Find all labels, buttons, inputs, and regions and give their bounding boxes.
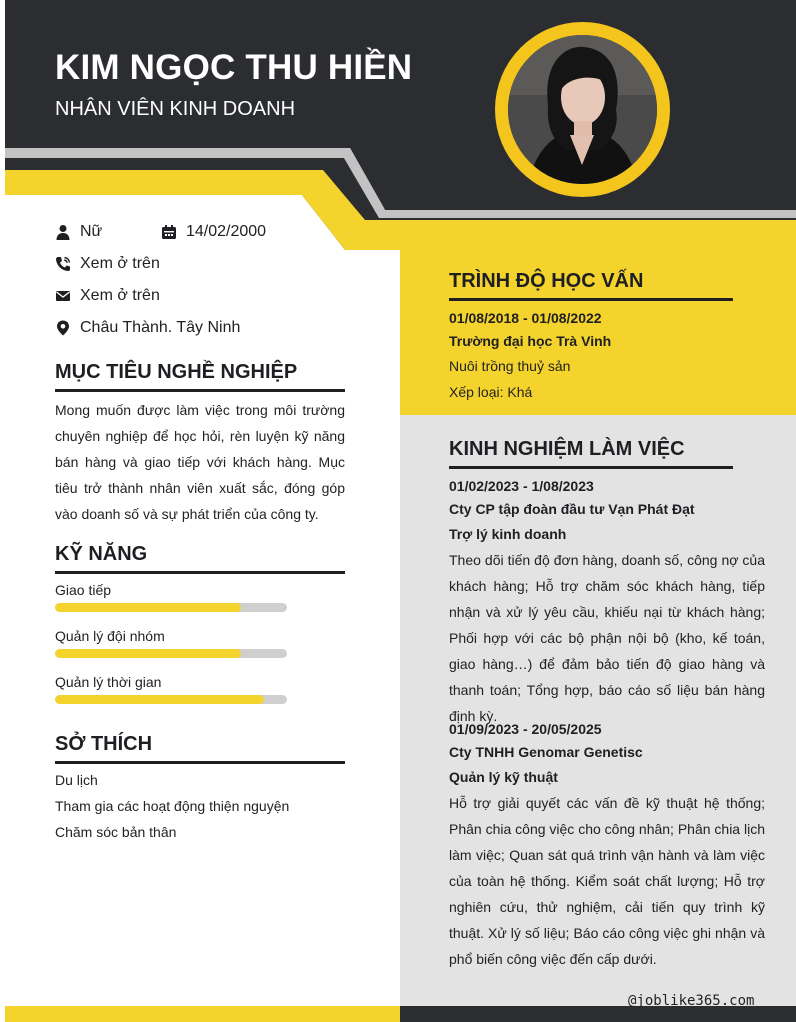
hobbies-divider bbox=[55, 761, 345, 764]
experience-divider bbox=[449, 466, 733, 469]
hobby-item: Tham gia các hoạt động thiện nguyện bbox=[55, 798, 290, 814]
education-divider bbox=[449, 298, 733, 301]
hobbies-heading: SỞ THÍCH bbox=[55, 733, 153, 755]
objective-heading: MỤC TIÊU NGHỀ NGHIỆP bbox=[55, 361, 298, 383]
education-heading: TRÌNH ĐỘ HỌC VẤN bbox=[449, 270, 644, 292]
skills-divider bbox=[55, 571, 345, 574]
education-rank: Xếp loại: Khá bbox=[449, 384, 533, 400]
location-pin-icon bbox=[55, 320, 71, 336]
gender-value: Nữ bbox=[80, 223, 103, 240]
candidate-job-title: NHÂN VIÊN KINH DOANH bbox=[55, 98, 296, 120]
skill-bar bbox=[55, 603, 287, 612]
avatar-photo bbox=[508, 35, 657, 184]
hobby-item: Du lịch bbox=[55, 772, 98, 788]
hobby-item: Chăm sóc bản thân bbox=[55, 824, 177, 840]
job-role: Quản lý kỹ thuật bbox=[449, 769, 558, 785]
gender-row bbox=[55, 223, 102, 241]
experience-heading: KINH NGHIỆM LÀM VIỆC bbox=[449, 438, 685, 460]
address-value: Châu Thành. Tây Ninh bbox=[80, 319, 241, 336]
skill-name: Quản lý thời gian bbox=[55, 674, 162, 690]
job-company: Cty TNHH Genomar Genetisc bbox=[449, 744, 643, 760]
education-school: Trường đại học Trà Vinh bbox=[449, 333, 612, 349]
objective-text: Mong muốn được làm việc trong môi trường chuyên nghiệp để học hỏi, rèn luyện kỹ năng bán hàng và giao tiếp với khách hàng. Mục tiêu trở thành nhân viên xuất sắc, đóng góp vào doanh số và sự phát triển của công ty. bbox=[55, 402, 345, 522]
phone-icon bbox=[55, 256, 71, 272]
birthday-value: 14/02/2000 bbox=[186, 223, 267, 240]
email-row bbox=[55, 287, 160, 305]
birthday-row bbox=[161, 223, 266, 241]
objective-divider bbox=[55, 389, 345, 392]
skill-bar-fill bbox=[55, 695, 264, 704]
job-description: Theo dõi tiến độ đơn hàng, doanh số, công nợ của khách hàng; Hỗ trợ chăm sóc khách hàng, tiếp nhận và xử lý yêu cầu, khiếu nại từ khách hàng; Phối hợp với các bộ phận nội bộ (kho, kế toán, giao hàng…) để đảm bảo tiến độ giao hàng và thanh toán; Tổng hợp, báo cáo số liệu bán hàng định kỳ. bbox=[449, 552, 765, 724]
skill-bar bbox=[55, 649, 287, 658]
job-role: Trợ lý kinh doanh bbox=[449, 526, 567, 542]
job-period: 01/02/2023 - 1/08/2023 bbox=[449, 478, 594, 494]
skill-name: Giao tiếp bbox=[55, 582, 112, 598]
job-period: 01/09/2023 - 20/05/2025 bbox=[449, 721, 602, 737]
education-major: Nuôi trồng thuỷ sản bbox=[449, 358, 571, 374]
phone-row bbox=[55, 255, 160, 273]
job-company: Cty CP tập đoàn đầu tư Vạn Phát Đạt bbox=[449, 501, 695, 517]
job-description: Hỗ trợ giải quyết các vấn đề kỹ thuật hệ thống; Phân chia công việc cho công nhân; Phân chia lịch làm việc; Quan sát quá trình vận hành và làm việc của toàn hệ thống. Kiểm soát chất lượng; Hỗ trợ nghiên cứu, thử nghiệm, cải tiến quy trình kỹ thuật. Xử lý số liệu; Báo cáo công việc ghi nhận và phổ biến công việc đến cấp dưới. bbox=[449, 795, 765, 967]
footer-stripe-yellow bbox=[5, 1006, 400, 1022]
address-row bbox=[55, 319, 240, 337]
watermark-text: @joblike365.com bbox=[628, 993, 755, 1009]
header-banner bbox=[5, 0, 796, 250]
skill-bar bbox=[55, 695, 287, 704]
user-icon bbox=[55, 224, 71, 240]
envelope-icon bbox=[55, 288, 71, 304]
skill-name: Quản lý đội nhóm bbox=[55, 628, 165, 644]
avatar bbox=[495, 22, 670, 197]
email-value: Xem ở trên bbox=[80, 287, 160, 304]
phone-value: Xem ở trên bbox=[80, 255, 160, 272]
skills-heading: KỸ NĂNG bbox=[55, 543, 148, 565]
skill-bar-fill bbox=[55, 649, 241, 658]
education-period: 01/08/2018 - 01/08/2022 bbox=[449, 310, 602, 326]
skill-bar-fill bbox=[55, 603, 241, 612]
candidate-name: KIM NGỌC THU HIỀN bbox=[55, 48, 413, 87]
calendar-icon bbox=[161, 224, 177, 240]
